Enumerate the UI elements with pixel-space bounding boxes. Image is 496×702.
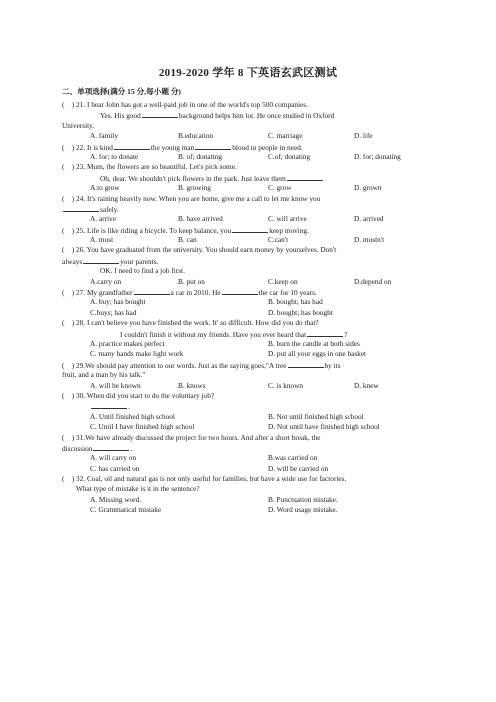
- options-27-ab: [62, 297, 434, 307]
- options-32-cd: [62, 505, 434, 515]
- option-a: A. buy; has bought: [90, 297, 146, 307]
- question-stem: 21. I hear John has got a well-paid job in one of the world's top 500 companies.: [76, 100, 308, 109]
- answer-blank: [134, 287, 170, 295]
- option-d: D. will be carried on: [268, 463, 329, 473]
- option-b: B. knows: [178, 380, 206, 390]
- answer-blank: [114, 142, 150, 150]
- answer-blank: [83, 256, 119, 264]
- options-22: [62, 152, 434, 162]
- option-a: A. Missing word.: [90, 494, 142, 504]
- question-22: ( ) 22. It is kind the young man blood to people in need.: [62, 142, 303, 152]
- option-d: D. for; donating: [354, 151, 401, 161]
- answer-blank: [232, 225, 268, 233]
- question-23: ( ) 23. Mum, the flowers are so beautiful. Let's pick some.: [62, 162, 237, 172]
- options-24: [62, 214, 434, 224]
- option-b: B. burn the candle at both sides: [268, 338, 360, 348]
- option-a: A. for; to donate: [90, 151, 139, 161]
- answer-blank: [91, 401, 127, 409]
- option-d: D. Word usage mistake.: [268, 505, 338, 515]
- options-32-ab: [62, 495, 434, 505]
- question-28: ( ) 28. I can't believe you have finished the work. It' so difficult. How did you do that?: [62, 318, 319, 328]
- answer-blank: [63, 204, 99, 212]
- option-a: A. arrive: [90, 214, 116, 224]
- options-30-cd: [62, 422, 434, 432]
- option-d: D.depend on: [354, 276, 392, 286]
- option-a: A. will be known: [90, 380, 141, 390]
- option-c: C.of; donating: [268, 151, 311, 161]
- answer-blank: [287, 173, 323, 181]
- option-c: C. Grammatical mistake: [90, 505, 162, 515]
- option-b: B. Not until finished high school: [268, 411, 364, 421]
- option-a: A. family: [90, 131, 118, 141]
- options-30-ab: [62, 412, 434, 422]
- option-c: C. grow: [268, 183, 292, 193]
- option-b: B.was carried on: [268, 453, 318, 463]
- question-26: ( ) 26. You have graduated from the university. You should earn money by yourselves. Don't: [62, 245, 337, 255]
- question-29: ( ) 29.We should pay attention to our words. Just as the saying goes,"A tree by its: [62, 360, 341, 370]
- answer-blank: [93, 443, 129, 451]
- question-27: ( ) 27. My grandfather a car in 2010. He the car for 10 years.: [62, 288, 317, 298]
- option-c: C. many hands make light work: [90, 349, 184, 359]
- question-24: ( ) 24. It's raining heavily now. When you are home, give me a call to let me know you: [62, 193, 321, 203]
- option-d: D. mustn't: [354, 235, 385, 245]
- option-d: D. bought; has bought: [268, 307, 333, 317]
- option-a: A. will carry on: [90, 453, 137, 463]
- options-29: [62, 381, 434, 391]
- question-25: ( ) 25. Life is like riding a bicycle. To keep balance, you keep moving.: [62, 225, 309, 235]
- option-b: B. Punctuation mistake.: [268, 494, 338, 504]
- option-c: C.buys; has had: [90, 307, 137, 317]
- question-31: ( ) 31.We have already discussed the project for two hours. And after a short break, the: [62, 432, 321, 442]
- option-d: D. life: [354, 131, 373, 141]
- option-c: C. is known: [268, 380, 304, 390]
- option-c: C. has carried on: [90, 463, 140, 473]
- options-28-cd: [62, 349, 434, 359]
- options-28-ab: [62, 339, 434, 349]
- option-d: D. knew: [354, 380, 379, 390]
- option-a: A.to grow: [90, 183, 120, 193]
- question-list: ( ) 21. I hear John has got a well-paid job in one of the world's top 500 companies. Yes. His good background helps him lot. He once studied in Oxford University. A. family B.education C. marriage D. life ( ) 22. It is kind the young man blood to people in need. A. for; to donate B. of; donating C.of; donating D. for; donating ( ) 23. Mum, the flowers are so beautiful. Let's pick some. Oh, dear. We shouldn't pick flowers in the park. Just leave them A.to grow B. growing C. grow D. grown ( ) 24. It's raining heavily now. When you are home, give me a call to let me know you safely. A. arrive B. have arrived C. will arrive D. arrived ( ) 25. Life is like riding a bicycle. To keep balance, you keep moving. A. must B. can C.can't D. mustn't ( ) 26. You have graduated from the university. You should earn money by yourselves. Don't always your parents. OK. I need to find a job first. A.carry on B. put on C.keep on D.depend on ( ) 27. My grandfather a car in 2010. He the car for 10 years. A. buy; has bought B. bought; has had C.buys; has had D. bought; has bought ( ) 28. I can't believe you have finished the work. It' so difficult. How did you do that? I couldn't finish it without my friends. Have you ever heard that ? A. practice makes perfect B. burn the candle at both sides C. many hands make light work D. put all your eggs in one basket ( ) 29.We should pay attention to our words. Just as the saying goes,"A tree by its fruit, and a man by his talk." A. will be known B. knows C. is known D. knew ( ) 30. When did you start to do the voluntary job? . A. Until finished high school B. Not until finished high school C. Until I have finished high school D. Not until have finished high school ( ) 31.We have already discussed the project for two hours. And after a short break, the discussion . A. will carry on B.was carried on C. has carried on D. will be carried on ( ) 32. Coal, oil and natural gas is not only useful for families, but have a wide use for factories. What type of mistake is it in the sentence? A. Missing word. B. Punctuation mistake. C. Grammatical mistake D. Word usage mistake.: [62, 100, 434, 516]
- page-title: 2019-2020 学年 8 下英语玄武区测试: [158, 67, 338, 79]
- answer-blank: [288, 360, 324, 368]
- options-25: [62, 235, 434, 245]
- option-a: A. practice makes perfect: [90, 338, 165, 348]
- option-b: B. growing: [178, 183, 211, 193]
- option-c: C.can't: [268, 235, 289, 245]
- option-a: A. Until finished high school: [90, 411, 175, 421]
- answer-blank: [307, 329, 343, 337]
- option-d: D. arrived: [354, 214, 384, 224]
- options-31-ab: [62, 453, 434, 463]
- option-b: B. have arrived: [178, 214, 223, 224]
- options-21: [62, 131, 434, 141]
- answer-blank: [195, 142, 231, 150]
- question-30: ( ) 30. When did you start to do the voluntary job?: [62, 390, 215, 400]
- option-c: C. will arrive: [268, 214, 307, 224]
- answer-blank: [222, 287, 258, 295]
- options-23: [62, 183, 434, 193]
- option-a: A. must: [90, 235, 114, 245]
- option-b: B. bought; has had: [268, 297, 323, 307]
- option-b: B. of; donating: [178, 151, 222, 161]
- option-d: D. Not until have finished high school: [268, 422, 380, 432]
- section-heading: 二、单项选择(满分 15 分,每小题 分): [62, 87, 181, 96]
- options-26: [62, 277, 434, 287]
- option-d: D. put all your eggs in one basket: [268, 349, 367, 359]
- options-27-cd: [62, 308, 434, 318]
- option-b: B. can: [178, 235, 197, 245]
- answer-blank: [142, 110, 178, 118]
- option-a: A.carry on: [90, 276, 122, 286]
- question-21: ( ) 21. I hear John has got a well-paid job in one of the world's top 500 companies.: [62, 100, 308, 109]
- option-b: B. put on: [178, 276, 205, 286]
- option-c: C. Until I have finished high school: [90, 422, 195, 432]
- option-d: D. grown: [354, 183, 382, 193]
- question-32: ( ) 32. Coal, oil and natural gas is not only useful for families, but have a wide use for factories.: [62, 474, 347, 484]
- option-c: C.keep on: [268, 276, 298, 286]
- options-31-cd: [62, 464, 434, 474]
- option-b: B.education: [178, 131, 214, 141]
- option-c: C. marriage: [268, 131, 303, 141]
